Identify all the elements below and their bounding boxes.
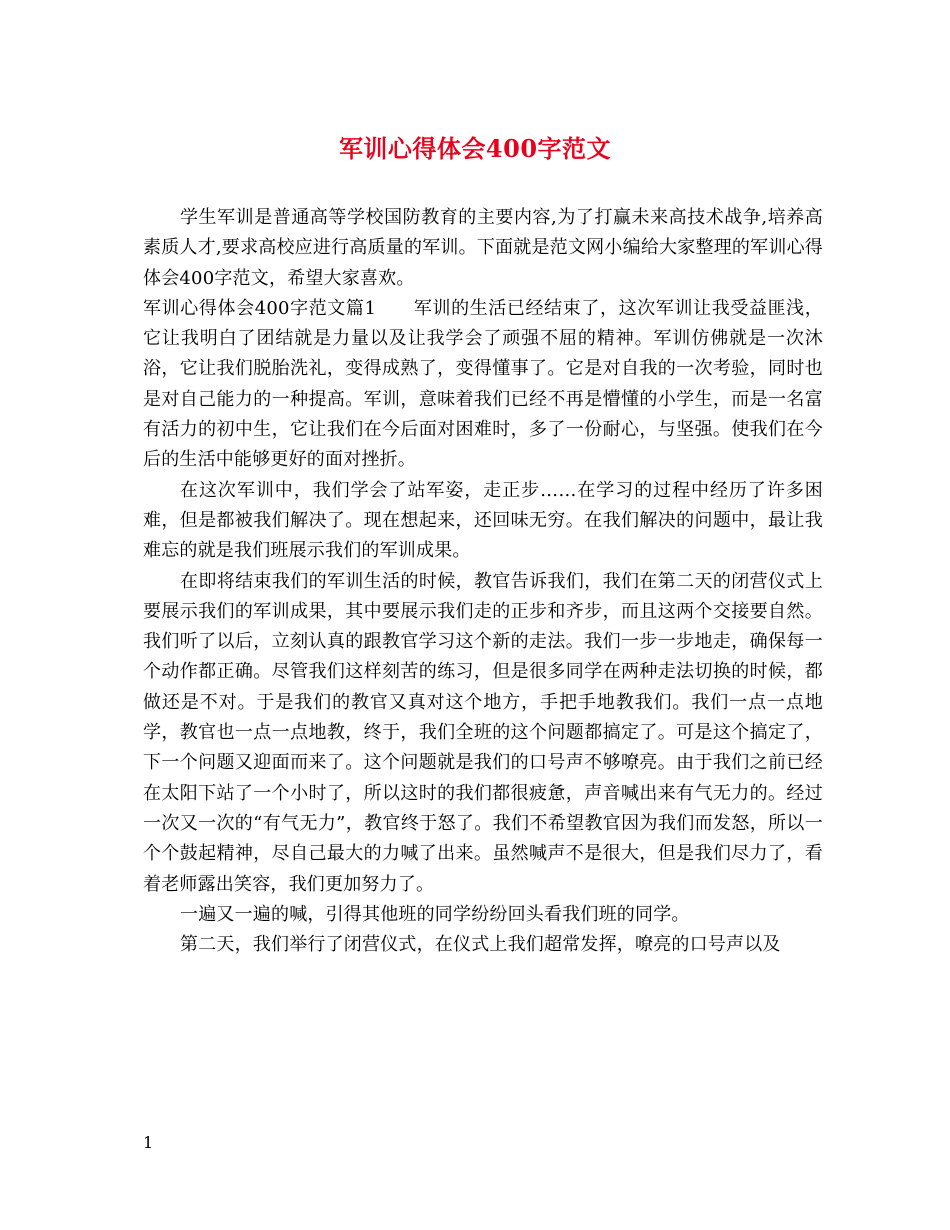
paragraph-training-difficulties: 在这次军训中，我们学会了站军姿，走正步……在学习的过程中经历了许多困难，但是都被我们解决了。现在想起来，还回味无穷。在我们解决的问题中，最让我难忘的就是我们班展示我们的军训成果。 bbox=[143, 479, 823, 562]
paragraph-shouting: 一遍又一遍的喊，引得其他班的同学纷纷回头看我们班的同学。 bbox=[180, 903, 690, 925]
document-title: 军训心得体会400字范文 bbox=[338, 134, 612, 163]
paragraph-second-day: 第二天，我们举行了闭营仪式，在仪式上我们超常发挥，嘹亮的口号声以及 bbox=[180, 934, 781, 956]
paragraph-intro: 学生军训是普通高等学校国防教育的主要内容,为了打赢未来高技术战争,培养高素质人才,要求高校应进行高质量的军训。下面就是范文网小编给大家整理的军训心得体会400字范文，希望大家喜欢。 bbox=[143, 207, 823, 289]
paragraph-closing-ceremony-prep: 在即将结束我们的军训生活的时候，教官告诉我们，我们在第二天的闭营仪式上要展示我们的军训成果，其中要展示我们走的正步和齐步，而且这两个交接要自然。我们听了以后，立刻认真的跟教官学习这个新的走法。我们一步一步地走，确保每一个动作都正确。尽管我们这样刻苦的练习，但是很多同学在两种走法切换的时候，都做还是不对。于是我们的教官又真对这个地方，手把手地教我们。我们一点一点地学，教官也一点一点地教，终于，我们全班的这个问题都搞定了。可是这个搞定了，下一个问题又迎面而来了。这个问题就是我们的口号声不够嘹亮。由于我们之前已经在太阳下站了一个小时了，所以这时的我们都很疲惫，声音喊出来有气无力的。经过一次又一次的“有气无力”，教官终于怒了。我们不希望教官因为我们而发怒，所以一个个鼓起精神，尽自己最大的力喊了出来。虽然喊声不是很大，但是我们尽力了，看着老师露出笑容，我们更加努力了。 bbox=[143, 570, 823, 895]
page-number: 1 bbox=[143, 1133, 154, 1152]
paragraph-essay-1-opening: 军训心得体会400字范文篇1 军训的生活已经结束了，这次军训让我受益匪浅，它让我明白了团结就是力量以及让我学会了顽强不屈的精神。军训仿佛就是一次沐浴，它让我们脱胎洗礼，变得成熟了，变得懂事了。它是对自我的一次考验，同时也是对自己能力的一种提高。军训，意味着我们已经不再是懵懂的小学生，而是一名富有活力的初中生，它让我们在今后面对困难时，多了一份耐心，与坚强。使我们在今后的生活中能够更好的面对挫折。 bbox=[143, 297, 823, 471]
document-body bbox=[143, 203, 823, 960]
